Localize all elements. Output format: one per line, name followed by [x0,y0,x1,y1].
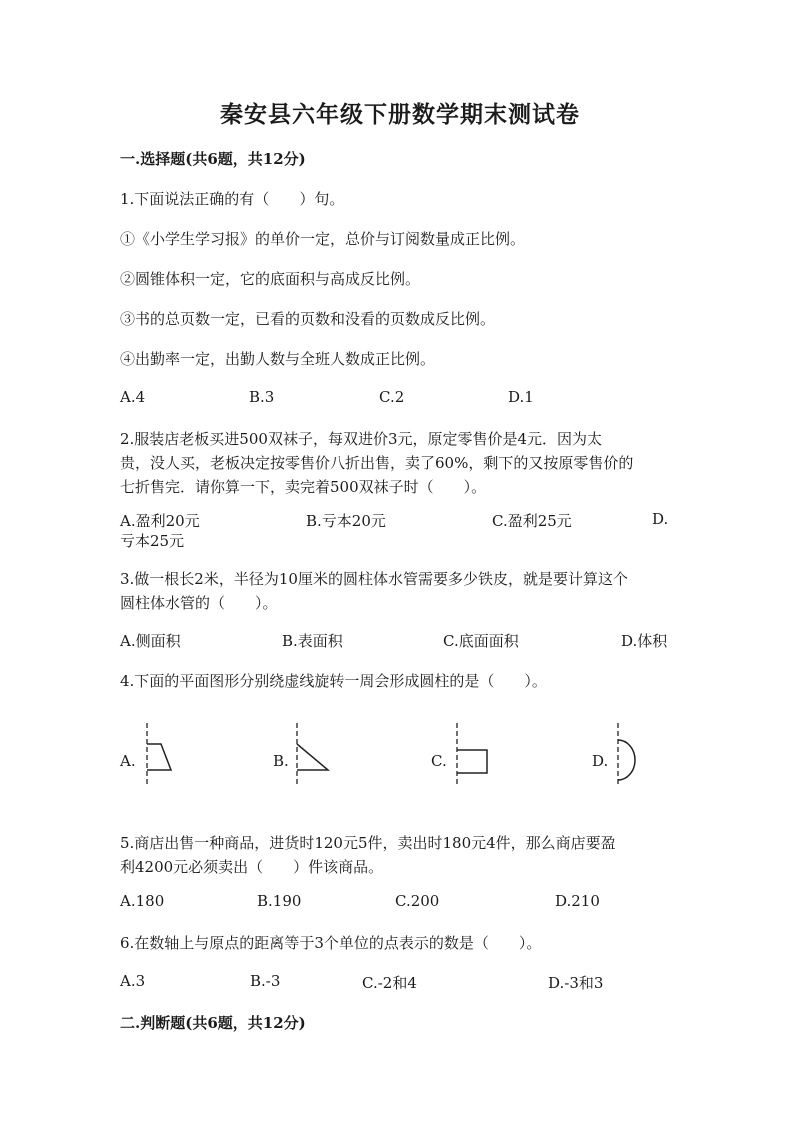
figure-b-triangle [288,720,338,790]
question-5-line-2: 利4200元必须卖出（ ）件该商品。 [120,858,384,876]
question-6-option-a[interactable]: A.3 [120,972,146,990]
question-1-statement-4: ④出勤率一定，出勤人数与全班人数成正比例。 [120,350,436,368]
question-5-option-d[interactable]: D.210 [555,892,600,910]
question-4-option-a[interactable]: A. [120,752,136,770]
figure-d-semicircle [606,720,656,790]
question-5-option-c[interactable]: C.200 [395,892,440,910]
question-2-line-1: 2.服装店老板买进500双袜子，每双进价3元，原定零售价是4元．因为太 [120,430,603,448]
question-2-line-3: 七折售完．请你算一下，卖完着500双袜子时（ ）。 [120,478,487,496]
question-3-option-c[interactable]: C.底面面积 [443,632,519,650]
section-heading-true-false: 二.判断题(共6题，共12分) [120,1014,306,1032]
question-3-option-a[interactable]: A.侧面积 [120,632,181,650]
question-4-option-d[interactable]: D. [592,752,609,770]
question-1-option-b[interactable]: B.3 [249,388,275,406]
question-3-line-1: 3.做一根长2米，半径为10厘米的圆柱体水管需要多少铁皮，就是要计算这个 [120,570,628,588]
question-1-option-c[interactable]: C.2 [379,388,405,406]
question-5-option-a[interactable]: A.180 [120,892,165,910]
question-1-stem: 1.下面说法正确的有（ ）句。 [120,190,345,208]
question-2-option-c[interactable]: C.盈利25元 [492,512,572,530]
figure-c-rectangle [448,720,498,790]
question-5-option-b[interactable]: B.190 [257,892,302,910]
question-3-option-b[interactable]: B.表面积 [282,632,343,650]
question-3-line-2: 圆柱体水管的（ ）。 [120,594,278,612]
question-3-option-d[interactable]: D.体积 [621,632,668,650]
question-2-option-d-text: 亏本25元 [120,532,185,550]
question-4-option-b[interactable]: B. [273,752,289,770]
question-1-option-a[interactable]: A.4 [120,388,146,406]
page-title: 秦安县六年级下册数学期末测试卷 [220,101,580,128]
question-1-option-d[interactable]: D.1 [508,388,534,406]
question-6-option-b[interactable]: B.-3 [250,972,281,990]
question-1-statement-2: ②圆锥体积一定，它的底面积与高成反比例。 [120,270,421,288]
section-heading-choice: 一.选择题(共6题，共12分) [120,150,306,168]
question-6-stem: 6.在数轴上与原点的距离等于3个单位的点表示的数是（ ）。 [120,934,542,952]
question-1-statement-3: ③书的总页数一定，已看的页数和没看的页数成反比例。 [120,310,496,328]
question-2-option-d[interactable]: D. [652,510,669,528]
question-2-option-a[interactable]: A.盈利20元 [120,512,200,530]
question-2-line-2: 贵，没人买，老板决定按零售价八折出售，卖了60%，剩下的又按原零售价的 [120,454,634,472]
figure-a-trapezoid [135,720,185,790]
question-4-stem: 4.下面的平面图形分别绕虚线旋转一周会形成圆柱的是（ ）。 [120,672,547,690]
question-1-statement-1: ①《小学生学习报》的单价一定，总价与订阅数量成正比例。 [120,230,526,248]
question-4-option-c[interactable]: C. [431,752,447,770]
question-2-option-b[interactable]: B.亏本20元 [306,512,386,530]
question-5-line-1: 5.商店出售一种商品，进货时120元5件，卖出时180元4件，那么商店要盈 [120,834,616,852]
question-6-option-d[interactable]: D.-3和3 [548,974,604,992]
question-6-option-c[interactable]: C.-2和4 [362,974,417,992]
